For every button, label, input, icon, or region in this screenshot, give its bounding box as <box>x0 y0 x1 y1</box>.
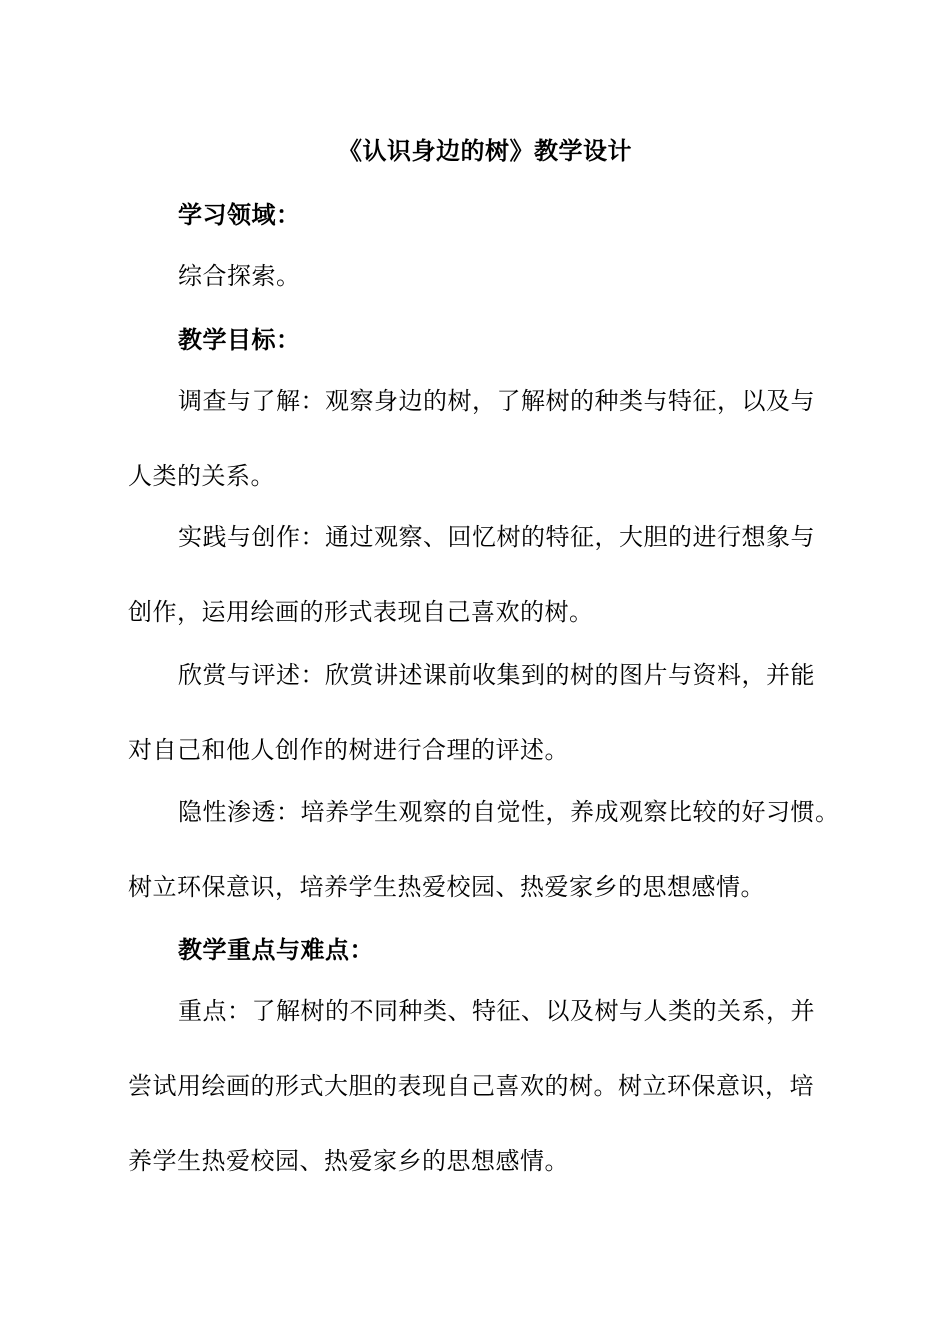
goals-heading: 教学目标： <box>178 325 301 354</box>
goal4-line2: 树立环保意识，培养学生热爱校园、热爱家乡的思想感情。 <box>128 873 765 901</box>
focus-line3: 养学生热爱校园、热爱家乡的思想感情。 <box>128 1147 569 1175</box>
goal2-line2: 创作，运用绘画的形式表现自己喜欢的树。 <box>128 598 594 626</box>
goal2-line1: 实践与创作：通过观察、回忆树的特征，大胆的进行想象与 <box>178 523 815 551</box>
goal3-line2: 对自己和他人创作的树进行合理的评述。 <box>128 736 569 764</box>
focus-heading: 教学重点与难点： <box>178 935 374 964</box>
goal4-line1: 隐性渗透：培养学生观察的自觉性，养成观察比较的好习惯。 <box>178 798 840 826</box>
domain-heading: 学习领域： <box>178 200 301 229</box>
goal1-line2: 人类的关系。 <box>128 462 275 490</box>
focus-line2: 尝试用绘画的形式大胆的表现自己喜欢的树。树立环保意识，培 <box>128 1072 814 1100</box>
document-title: 《认识身边的树》教学设计 <box>338 136 632 165</box>
domain-text: 综合探索。 <box>178 262 301 290</box>
goal3-line1: 欣赏与评述：欣赏讲述课前收集到的树的图片与资料，并能 <box>178 661 815 689</box>
focus-line1: 重点：了解树的不同种类、特征、以及树与人类的关系，并 <box>178 997 815 1025</box>
goal1-line1: 调查与了解：观察身边的树，了解树的种类与特征，以及与 <box>178 387 815 415</box>
